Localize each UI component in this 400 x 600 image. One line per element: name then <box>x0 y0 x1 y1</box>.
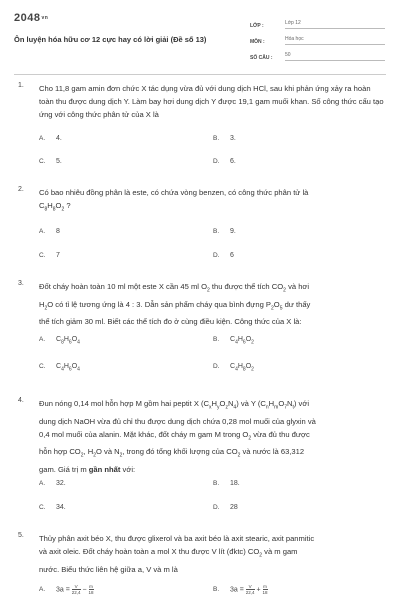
page-title: Ôn luyện hóa hữu cơ 12 cực hay có lời giải (Đề số 13) <box>14 35 207 44</box>
question-number: 1. <box>18 82 24 89</box>
fraction: $\frac{V}{22,4}$ <box>71 584 81 595</box>
question-number: 3. <box>18 280 24 287</box>
subject-value: Hóa học <box>285 36 385 45</box>
formula: $C_8H_8O_2$ ? <box>39 201 71 213</box>
question-text: Cho 11,8 gam amin đơn chức X tác dụng vừa đủ với dung dịch HCl, sau khi phản ứng xảy ra hoàn toàn thu được dung dịch Y. Làm bay hơi dung dịch Y được 19,1 gam muối khan. Số công thức cấu tạo ứng với công thức phân tử của X là <box>39 84 384 119</box>
header-divider <box>14 74 386 75</box>
option-b[interactable]: B. 3a = $\frac{V}{22,4}$ + $\frac{m}{18}$ <box>213 584 268 595</box>
question-text: Đun nóng 0,14 mol hỗn hợp M gồm hai peptit X $(C_xH_yO_zN_4)$ và Y $(C_nH_mO_7N_t)$ với dung dịch NaOH vừa đủ chỉ thu được dung dịch chứa 0,28 mol muối của glyxin và 0,4 mol muối của alanin. Mặt khác, đốt cháy m gam M trong $O_2$ vừa đủ thu được hỗn hợp $CO_2$, $H_2O$ và $N_2$, trong đó tổng khối lượng của $CO_2$ và nước là 63,312 gam. Giá trị m gần nhất với: <box>39 399 316 474</box>
brand-logo: 2048vn <box>14 12 49 24</box>
header <box>0 0 400 86</box>
option-a[interactable]: A. 3a = $\frac{V}{22,4}$ − $\frac{m}{18}$ <box>39 584 94 595</box>
option-d[interactable]: D. 6 <box>213 252 234 259</box>
option-c[interactable]: C. 7 <box>39 252 60 259</box>
option-d[interactable]: D. 6. <box>213 158 236 165</box>
question-number: 4. <box>18 397 24 404</box>
fraction: $\frac{V}{22,4}$ <box>245 584 255 595</box>
fraction: $\frac{m}{18}$ <box>88 584 94 595</box>
option-d[interactable]: D. $C_4H_8O_2$ <box>213 363 254 373</box>
fraction: $\frac{m}{18}$ <box>262 584 268 595</box>
question-count-label: SỐ CÂU : <box>250 55 273 61</box>
option-b[interactable]: B. $C_4H_6O_2$ <box>213 336 254 346</box>
option-c[interactable]: C. $C_4H_6O_4$ <box>39 363 80 373</box>
question-text: Có bao nhiêu đồng phân là este, có chứa vòng benzen, có công thức phân tử là $C_8H_8O_2$ ? <box>39 188 309 213</box>
meta-info <box>250 13 385 61</box>
option-b[interactable]: B. 9. <box>213 228 236 235</box>
option-c[interactable]: C. 5. <box>39 158 62 165</box>
question-number: 2. <box>18 186 24 193</box>
option-a[interactable]: A. 4. <box>39 135 62 142</box>
question-number: 5. <box>18 532 24 539</box>
option-d[interactable]: D. 28 <box>213 504 238 511</box>
option-c[interactable]: C. 34. <box>39 504 66 511</box>
option-a[interactable]: A. $C_8H_6O_4$ <box>39 336 80 346</box>
option-a[interactable]: A. 8 <box>39 228 60 235</box>
question-text: Đốt cháy hoàn toàn 10 ml một este X cần 45 ml $O_2$ thu được thể tích $CO_2$ và hơi $H_2O$ có tỉ lệ tương ứng là 4 : 3. Dẫn sản phẩm cháy qua bình đựng $P_2O_5$ dư thấy thể tích giảm 30 ml. Biết các thể tích đo ở cùng điều kiện. Công thức của X là: <box>39 282 311 327</box>
option-a[interactable]: A. 32. <box>39 480 66 487</box>
question-text: Thủy phân axit béo X, thu được glixerol và ba axit béo là axit stearic, axit panmitic và axit oleic. Đốt cháy hoàn toàn a mol X thu được V lít (đktc) $CO_2$ và m gam nước. Biểu thức liên hệ giữa a, V và m là <box>39 534 315 574</box>
question-count-value: 50 <box>285 52 385 61</box>
class-label: LỚP : <box>250 23 264 29</box>
subject-label: MÔN : <box>250 39 265 45</box>
class-value: Lớp 12 <box>285 20 385 29</box>
option-b[interactable]: B. 18. <box>213 480 240 487</box>
option-b[interactable]: B. 3. <box>213 135 236 142</box>
